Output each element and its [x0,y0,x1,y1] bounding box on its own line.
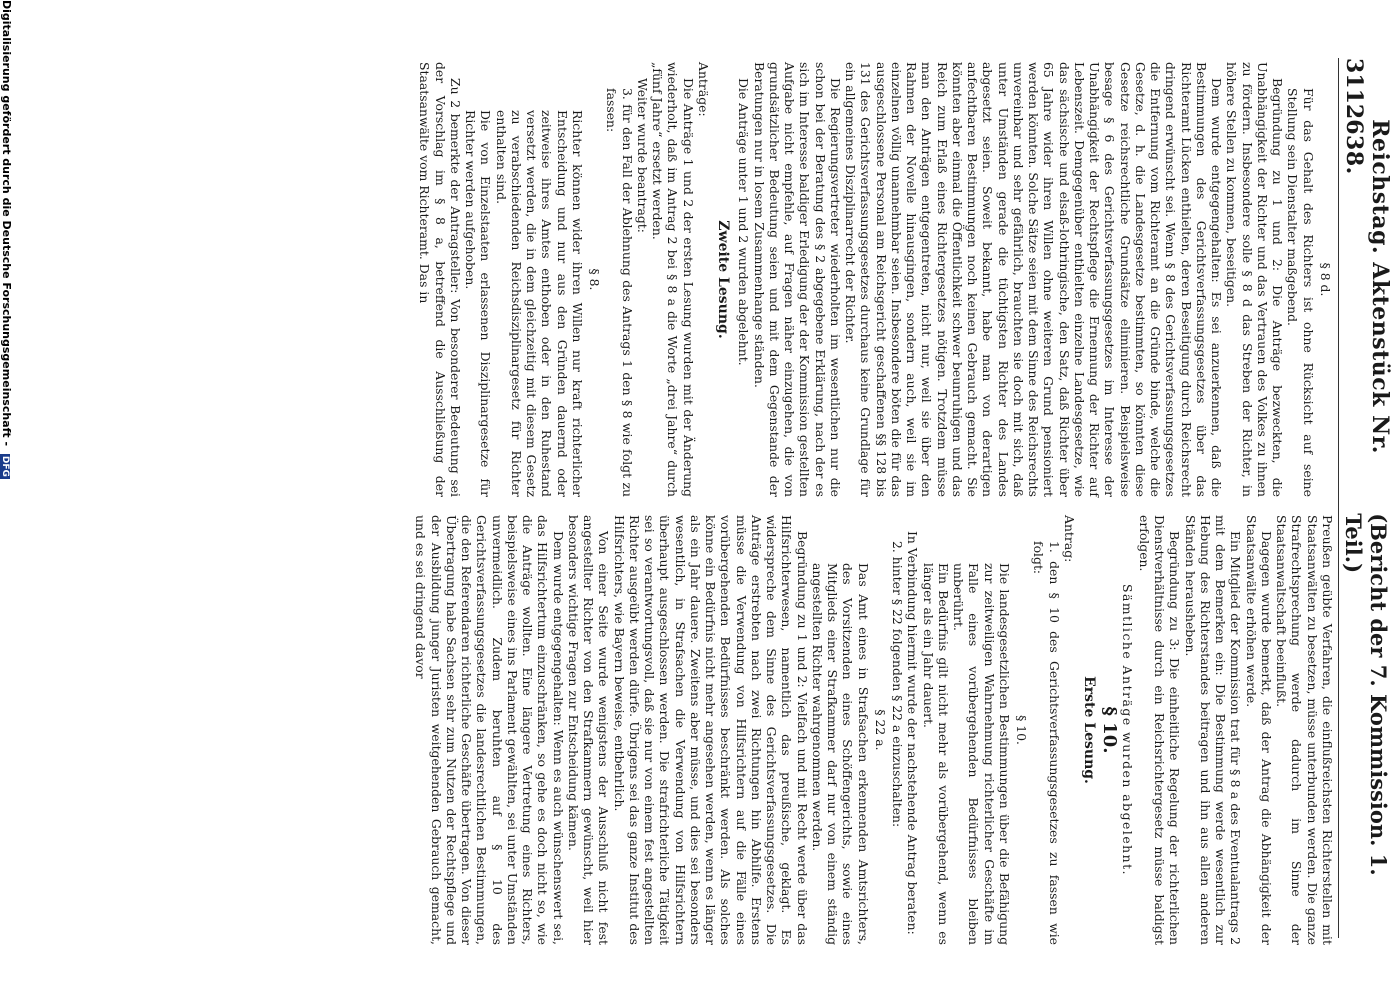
right-column-paragraph: Preußen geübte Verfahren, die einflußreichsten Richterstellen mit Staatsanwälten zu besetzen, müsse unterbunden werden. Die ganze Strafrechtsprechung werde dadurch im Sinne der Staatsanwaltschaft beeinflußt. [1274,515,1335,945]
digitization-note-text: Digitalisierung gefördert durch die Deutsche Forschungsgemeinschaft - [0,0,13,447]
right-column-paragraph: § 10. [1014,715,1030,745]
right-column-paragraph: Die landesgesetzlichen Bestimmungen über die Befähigung zur zeitweiligen Wahrnehmung richterlicher Geschäfte im Falle eines vorübergehenden Bedürfnisses bleiben unberührt. [951,563,1012,945]
left-column-paragraph: Für das Gehalt des Richters ist ohne Rücksicht auf seine Stellung sein Dienstalter maßgebend. [1285,88,1316,497]
left-column-paragraph: Die von Einzelstaaten erlassenen Disziplinargesetze für Richter werden aufgehoben. [463,110,494,497]
left-column-paragraph: Weiter wurde beantragt: [635,78,650,233]
page-subtitle: (Bericht der 7. Kommission. 1. Teil.) [1341,513,1391,876]
digitization-note [0,0,13,1000]
left-column-paragraph: Anträge: [696,62,711,117]
dfg-logo: DFG [0,455,10,477]
right-column-paragraph: Begründung zu 3: Die einheitliche Regelung der richterlichen Dienstverhältnisse durch ein Reichsrichtergesetz müsse baldigst erfolgen. [1137,515,1183,945]
right-column-paragraph: Dem wurde entgegengehalten: Wenn es auch wünschenswert sei, das Hilfsrichtertum einzuschränken, so gehe es doch nicht so, wie die Anträge wollten. Eine längere Vertretung eines Richters, beispielsweise eines ins Parlament gewählten, sei unter Umständen unvermeidlich. Zudem beruhten auf § 10 des Gerichtsverfassungsgesetzes die landesrechtlichen Bestimmungen, die den Referendaren richterliche Geschäfte übertragen. Von dieser Übertragung habe Sachsen sehr zum Nutzen der Rechtspflege und der Ausbildung junger Juristen weitgehenden Gebrauch gemacht, und es sei dringend davor [413,515,566,945]
right-column-paragraph: 1. den § 10 des Gerichtsverfassungsgesetzes zu fassen wie folgt: [1031,541,1062,945]
left-column-paragraph: § 8. [587,268,603,291]
left-column-paragraph: Die Anträge 1 und 2 der ersten Lesung wurden mit der Änderung wiederholt, daß im Antrag 2 bei § 8 a die Worte „drei Jahre“ durch „fünf Jahre“ ersetzt werden. [650,62,696,497]
right-column-paragraph: Ein Bedürfnis gilt nicht mehr als vorübergehend, wenn es länger als ein Jahr dauert. [920,563,951,945]
right-column-paragraph: In Verbindung hiermit wurde der nachstehende Antrag beraten: [905,531,921,935]
left-column-paragraph: Die Regierungsvertreter wiederholten im wesentlichen nur die schon bei der Beratung des § 2 abgegebene Erklärung, nach der es sich im Interesse baldiger Erledigung der der Kommission gestellten Aufgabe nicht empfehle, auf Fragen näher einzugehen, die von grundsätzlicher Bedeutung seien und mit dem Gegenstande der Beratungen nur in losem Zusammenhange ständen. [751,62,843,497]
right-column [413,515,1335,945]
page-header [1338,58,1393,938]
left-column [417,62,1335,497]
left-column-paragraph: 3. für den Fall der Ablehnung des Antrags 1 den § 8 wie folgt zu fassen: [604,88,635,497]
left-column-paragraph: Zu 2 bemerkte der Antragsteller: Von besonderer Bedeutung sei der Vorschlag im § 8 a, betreffend die Ausschließung der Staatsanwälte vom Richteramt. Das in [417,62,463,497]
left-column-paragraph: Zweite Lesung. [715,220,732,339]
right-column-paragraph: Von einer Seite wurde wenigstens der Ausschluß nicht fest angestellter Richter von den Strafkammern gewünscht, weil hier besonders wichtige Fragen zur Entscheidung kämen. [566,515,612,945]
right-column-paragraph: 2. hinter § 22 folgenden § 22 a einzuschalten: [890,541,906,828]
right-column-paragraph: Das Amt eines in Strafsachen erkennenden Amtsrichters, des Vorsitzenden eines Schöffengerichts, sowie eines Mitglieds einer Strafkammer darf nur von einem ständig angestellten Richter wahrgenommen werden. [810,563,871,945]
right-column-paragraph: § 22 a. [873,709,888,751]
left-column-paragraph: Die Anträge unter 1 und 2 wurden abgelehnt. [736,78,752,366]
left-column-paragraph: Dem wurde entgegengehalten: Es sei anzuerkennen, daß die Bestimmungen des Gerichtsverfassungsgesetzes über das Richteramt Lücken enthielten, deren Beseitigung durch Reichsrecht dringend erwünscht sei. Wenn § 8 des Gerichtsverfassungsgesetzes die Entfernung vom Richteramt an die Gründe binde, welche die Gesetze, d. h. die Landesgesetze bestimmten, so könnten diese Gesetze reichsrechtliche Grundsätze eliminieren. Beispielsweise besage § 6 des Gerichtsverfassungsgesetzes im Interesse der Unabhängigkeit der Rechtspflege die Ernennung der Richter auf Lebenszeit. Demgegenüber enthielten einzelne Landesgesetze, wie das sächsische und elsaß-lothringische, den Satz, daß Richter über 65 Jahre wider ihren Willen ohne weiteren Grund pensioniert werden könnten. Solche Sätze seien mit dem Sinne des Reichsrechts unvereinbar und sehr gefährlich, brauchten sie doch mit sich, daß unter Umständen gerade die tüchtigsten Richter des Landes abgesetzt seien. Soweit bekannt, habe man von derartigen anfechtbaren Bestimmungen noch keinen Gebrauch gemacht. Sie könnten aber einmal die Öffentlichkeit schwer beunruhigen und das Reich zum Erlaß eines Richtergesetzes nötigen. Trotzdem müsse man den Anträgen entgegentreten, nicht nur, weil sie über den Rahmen der Novelle hinausgingen, sondern auch, weil sie im einzelnen völlig unannehmbar seien. Insbesondere böten die für das ausgeschlossene Personal am Reichsgericht geschaffenen §§ 128 bis 131 des Gerichtsverfassungsgesetzes durchaus keine Grundlage für ein allgemeines Disziplinarrecht der Richter. [843,62,1225,497]
right-column-paragraph: § 10. [1099,706,1121,754]
right-column-paragraph: Antrag: [1062,515,1077,563]
right-column-paragraph: Begründung zu 1 und 2: Vielfach und mit Recht werde über das Hilfsrichterwesen, namentlich das preußische, geklagt. Es widerspreche dem Sinne des Gerichtsverfassungsgesetzes. Die Anträge erstrebten nach zwei Richtungen hin Abhilfe. Erstens müsse die Verwendung von Hilfsrichtern auf die Fälle eines vorübergehenden Bedürfnisses beschränkt werden. Als solches könne ein Bedürfnis nicht mehr angesehen werden, wenn es länger als ein Jahr dauere. Zweitens aber müsse, und dies sei besonders wesentlich, in Strafsachen die Verwendung von Hilfsrichtern überhaupt ausgeschlossen werden. Die strafrichterliche Tätigkeit sei so verantwortungsvoll, daß sie nur von einem fest angestellten Richter ausgeübt werden dürfe. Übrigens sei das ganze Institut des Hilfsrichters, wie Bayern beweise, entbehrlich. [611,515,810,945]
right-column-paragraph: Sämtliche Anträge wurden abgelehnt. [1119,583,1135,877]
left-column-paragraph: Richter können wider ihren Willen nur kraft richterlicher Entscheidung und nur aus den Gründen dauernd oder zeitweise ihres Amtes enthoben oder in den Ruhestand versetzt werden, die in dem gleichzeitig mit diesem Gesetz zu verabschiedenden Reichsdisziplinargesetz für Richter enthalten sind. [493,110,585,497]
left-column-paragraph: Begründung zu 1 und 2: Die Anträge bezweckten, die Unabhängigkeit der Richter und das Vertrauen des Volkes zu ihnen zu fördern. Insbesondere solle § 8 d das Streben der Richter, in höhere Stellen zu kommen, beseitigen. [1224,62,1286,497]
right-column-paragraph: Erste Lesung. [1081,676,1098,784]
page-title: Reichstag. Aktenstück Nr. 638. [1341,119,1393,454]
left-column-paragraph: § 8 d. [1318,262,1333,297]
right-column-paragraph: Dagegen wurde bemerkt, daß der Antrag die Abhängigkeit der Staatsanwälte erhöhen werde. [1243,515,1274,945]
page-number: 3112 [1341,58,1367,120]
right-column-paragraph: Ein Mitglied der Kommission trat für § 8 a des Eventualantrags 2 mit dem Bemerken ein: Die Bestimmung werde wesentlich zur Hebung des Richterstandes beitragen und ihn aus allen anderen Ständen herausheben. [1182,515,1244,945]
